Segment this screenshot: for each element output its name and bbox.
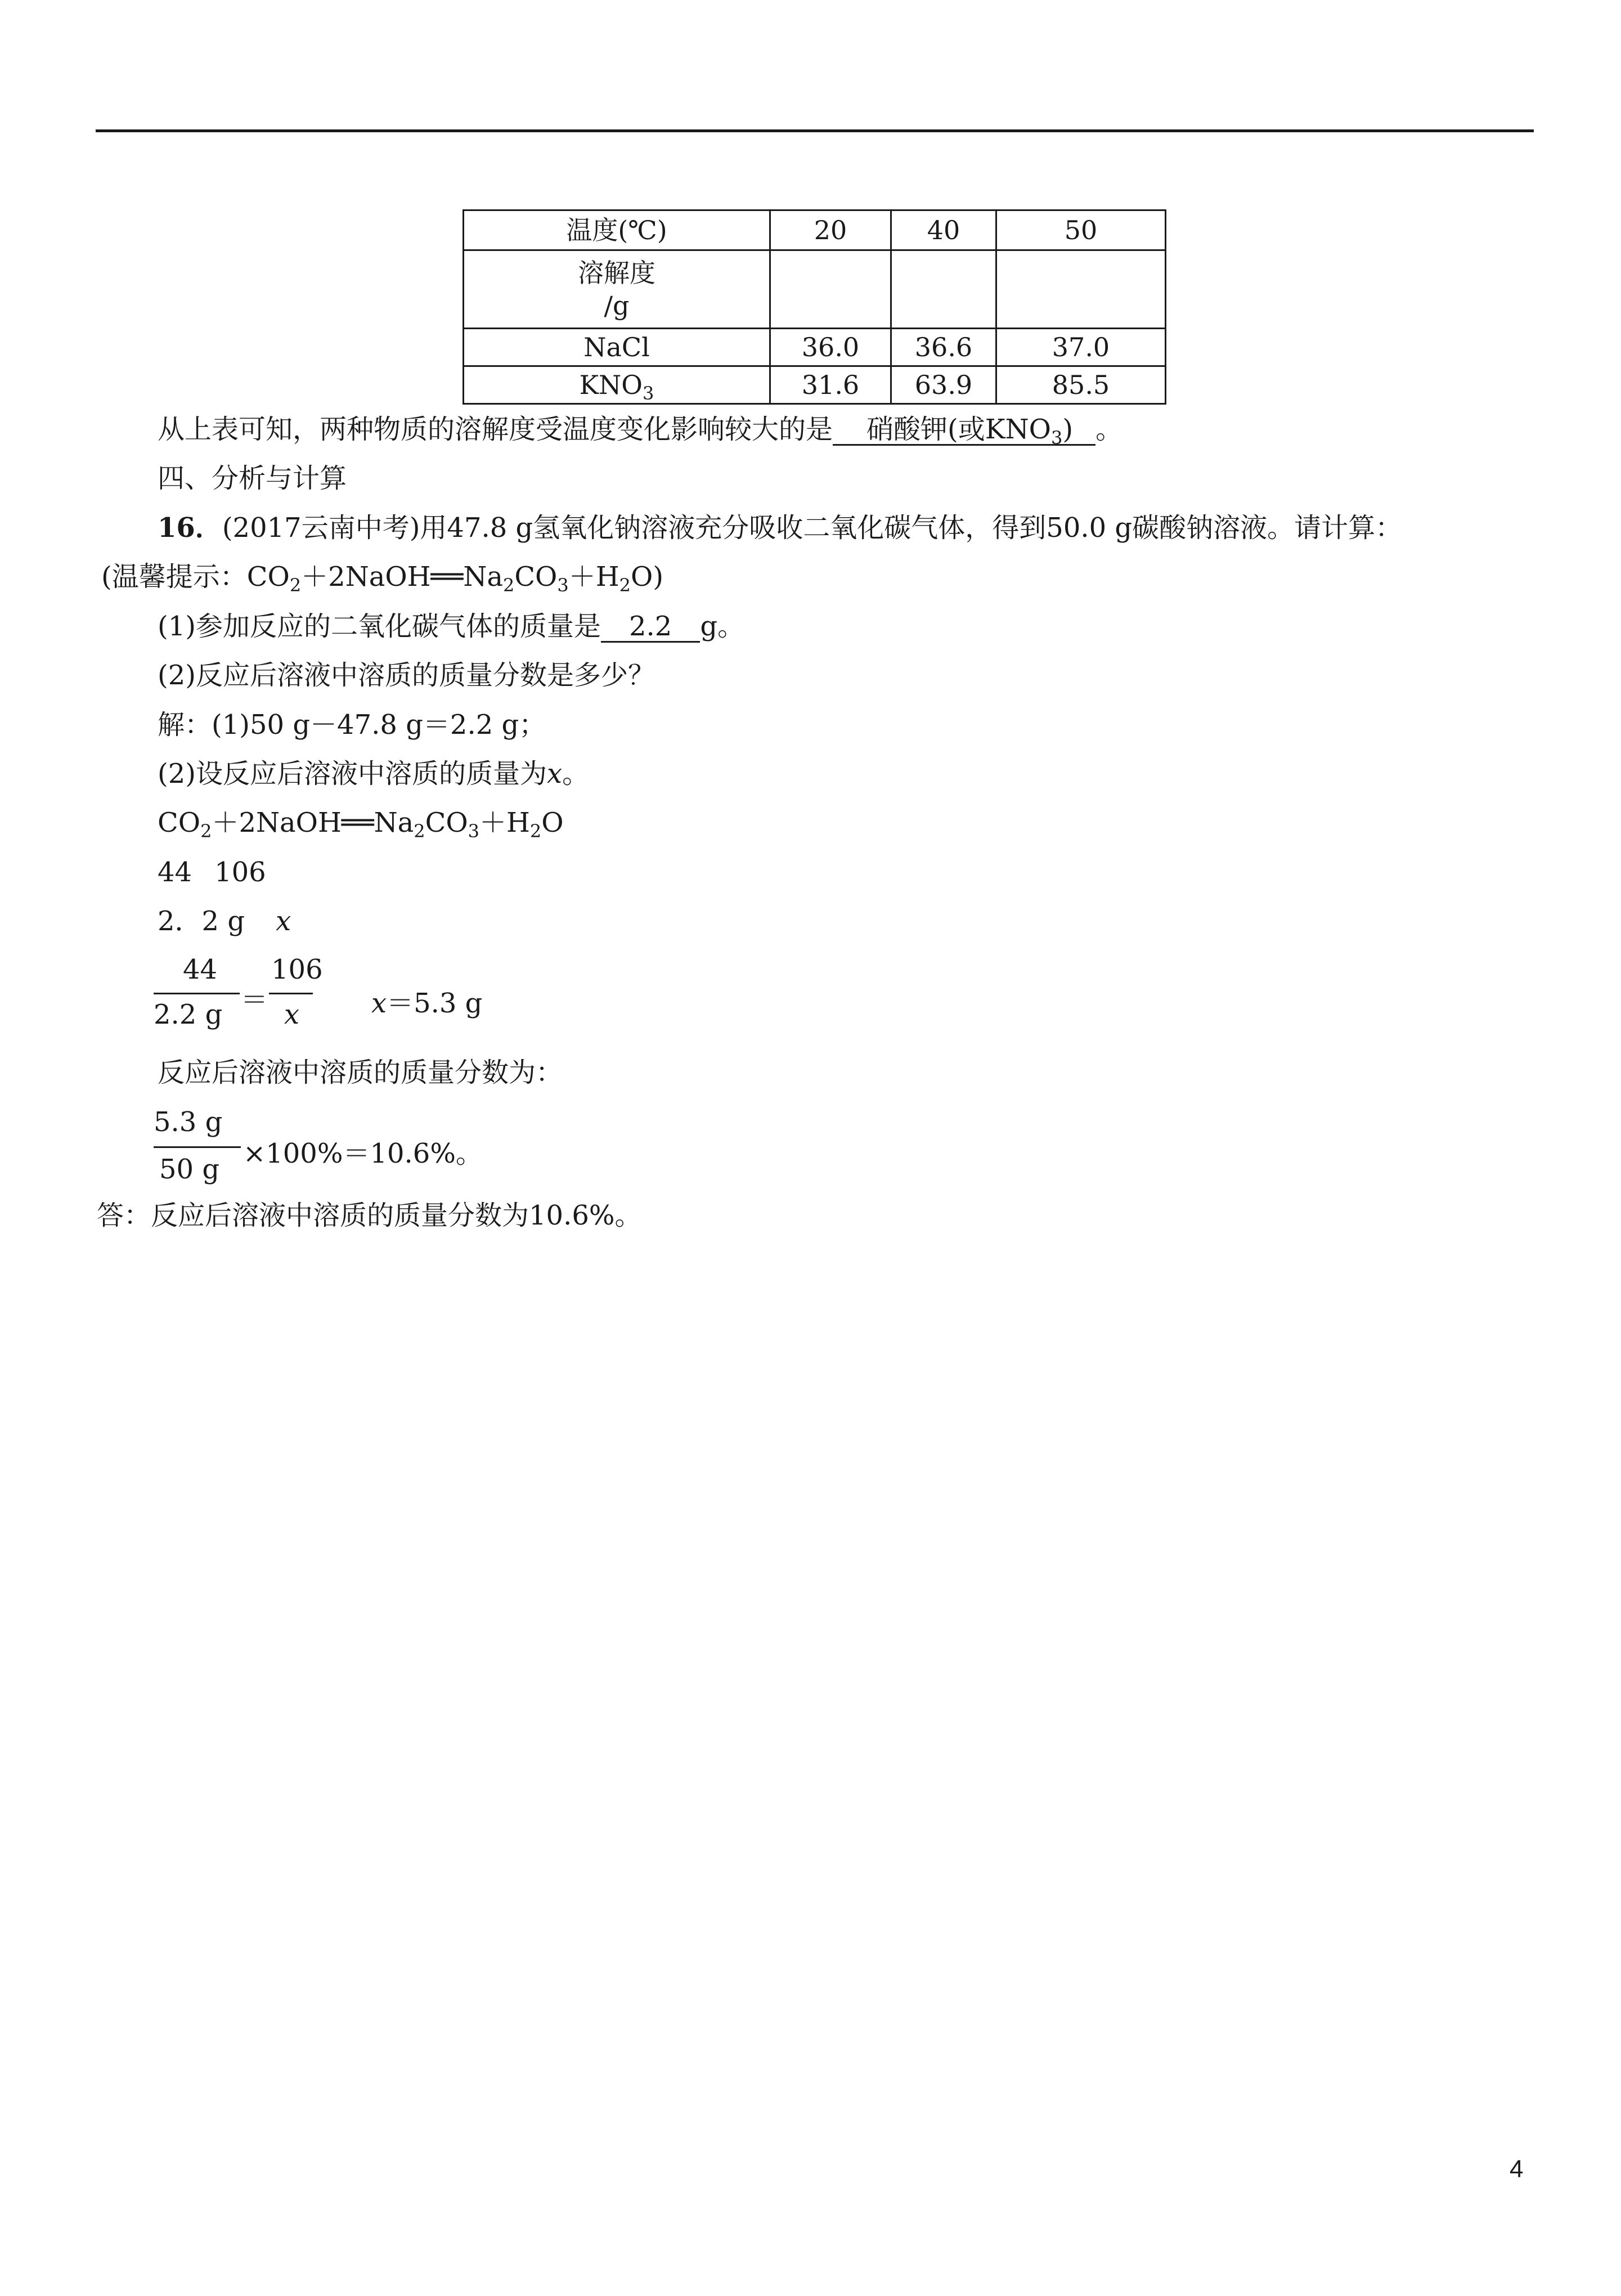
result-text: ＝5.3 g <box>387 988 483 1019</box>
table-row <box>464 329 1166 366</box>
equation-text: ＋2NaOH══Na <box>212 807 414 838</box>
table-cell <box>770 250 891 329</box>
hint-line <box>101 560 663 594</box>
formula-text: KNO <box>579 370 643 400</box>
subscript: 3 <box>642 383 654 404</box>
fraction-denominator: x <box>284 999 300 1030</box>
table-cell: 85.5 <box>996 366 1166 404</box>
table-cell <box>996 250 1166 329</box>
table-row <box>464 250 1166 329</box>
table-cell: 63.9 <box>891 366 996 404</box>
subscript: 2 <box>414 820 425 842</box>
fraction-denominator: 2.2 g <box>154 999 223 1030</box>
table-cell: 50 <box>996 210 1166 250</box>
percentage-result: ×100%＝10.6%。 <box>243 1138 483 1169</box>
equation-text: CO <box>158 807 201 838</box>
solution-text: (2)设反应后溶液中溶质的质量为 <box>158 758 547 790</box>
table-cell: 温度(℃) <box>464 210 770 250</box>
equation-text: O <box>541 807 564 838</box>
variable-x: x <box>547 758 563 790</box>
table-cell: 31.6 <box>770 366 891 404</box>
table-cell: NaCl <box>464 329 770 366</box>
header-rule <box>96 129 1534 132</box>
table-cell <box>464 250 770 329</box>
table-cell <box>891 250 996 329</box>
equation-text: CO <box>425 807 468 838</box>
subscript: 2 <box>529 820 542 842</box>
table-cell: 36.6 <box>891 329 996 366</box>
variable-x: x <box>371 988 387 1019</box>
subscript: 2 <box>200 820 212 842</box>
hint-text: (温馨提示：CO <box>101 561 290 593</box>
table-cell: 37.0 <box>996 329 1166 366</box>
solution-line: 解：(1)50 g－47.8 g＝2.2 g； <box>158 709 546 741</box>
question-body: (2017云南中考)用47.8 g氢氧化钠溶液充分吸收二氧化碳气体，得到50.0 g碳酸钠溶液。请计算： <box>222 512 1403 544</box>
variable-x: x <box>276 905 291 937</box>
section-title: 四、分析与计算 <box>158 463 347 494</box>
x-result <box>371 981 482 1020</box>
conclusion-line <box>158 412 1123 449</box>
table-cell-line: /g <box>604 290 630 321</box>
hint-text: ＋H <box>568 561 619 593</box>
hint-text: CO <box>514 561 558 593</box>
fraction-numerator: 5.3 g <box>154 1106 223 1138</box>
fraction-numerator: 106 <box>271 954 323 985</box>
conclusion-suffix: 。 <box>1095 414 1123 445</box>
answer-text: 硝酸钾(或KNO <box>866 414 1051 445</box>
given-mass: 2．2 g <box>158 905 245 937</box>
page-number: 4 <box>1510 2155 1524 2183</box>
part2-line: (2)反应后溶液中溶质的质量分数是多少？ <box>158 660 655 691</box>
molar-mass: 44 <box>158 856 192 888</box>
answer-blank <box>833 414 1095 449</box>
molar-mass-line <box>158 855 266 889</box>
question-number: 16． <box>158 512 222 544</box>
subscript: 3 <box>468 820 480 842</box>
part1-line <box>158 609 744 643</box>
table-row <box>464 366 1166 404</box>
fraction-bar <box>154 993 240 994</box>
question-text <box>158 511 1402 545</box>
subscript: 3 <box>557 575 569 596</box>
equation-text: ＋H <box>479 807 530 838</box>
answer-blank: 2.2 <box>601 612 700 643</box>
subscript: 2 <box>289 575 302 596</box>
table-cell: 36.0 <box>770 329 891 366</box>
final-answer: 答：反应后溶液中溶质的质量分数为10.6%。 <box>97 1200 642 1231</box>
hint-text: O) <box>631 561 664 593</box>
solution-line <box>158 757 589 791</box>
table-cell: 40 <box>891 210 996 250</box>
subscript: 2 <box>619 575 631 596</box>
table-row <box>464 210 1166 250</box>
part1-prefix: (1)参加反应的二氧化碳气体的质量是 <box>158 611 601 642</box>
conclusion-prefix: 从上表可知，两种物质的溶解度受温度变化影响较大的是 <box>158 414 833 445</box>
part1-suffix: g。 <box>700 611 745 642</box>
fraction-numerator: 44 <box>183 954 218 985</box>
solution-text: 。 <box>562 758 590 790</box>
subscript: 2 <box>502 575 515 596</box>
equals-sign: ＝ <box>241 984 268 1016</box>
answer-text: ) <box>1062 414 1074 445</box>
fraction-bar <box>269 993 313 994</box>
table-cell: 20 <box>770 210 891 250</box>
chemical-equation <box>158 806 564 840</box>
molar-mass: 106 <box>214 856 266 888</box>
table-cell <box>464 366 770 404</box>
fraction-bar <box>154 1146 241 1148</box>
table-cell-line: 溶解度 <box>578 258 655 288</box>
hint-text: ＋2NaOH══Na <box>301 561 503 593</box>
subscript: 3 <box>1050 427 1063 449</box>
given-mass-line <box>158 904 291 938</box>
fraction-intro: 反应后溶液中溶质的质量分数为： <box>158 1057 563 1088</box>
solubility-table <box>462 209 1166 405</box>
fraction-denominator: 50 g <box>159 1154 220 1185</box>
